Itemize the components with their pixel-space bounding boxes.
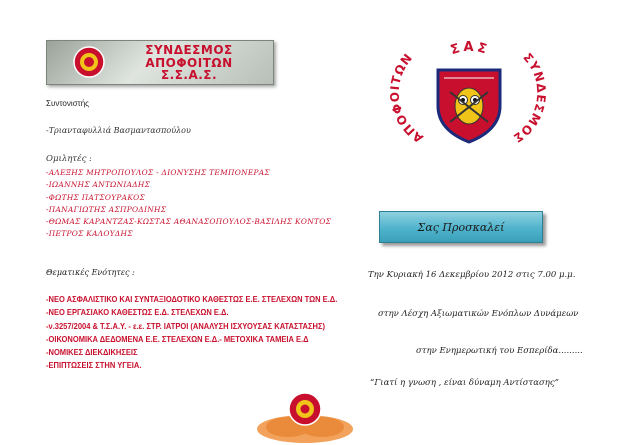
topic-item: -ΝΕΟ ΕΡΓΑΣΙΑΚΟ ΚΑΘΕΣΤΩΣ Ε.Δ. ΣΤΕΛΕΧΩΝ Ε.Δ. — [46, 308, 229, 318]
speaker-item: -ΠΑΝΑΓΙΩΤΗΣ ΑΣΠΡΟΔΙΝΗΣ — [46, 204, 167, 214]
svg-text:ΣΥΝΔΕΣΜΟΣ — [510, 50, 548, 145]
speakers-list — [46, 167, 366, 241]
topic-item: -ΕΠΙΠΤΩΣΕΙΣ ΣΤΗΝ ΥΓΕΙΑ. — [46, 361, 142, 371]
event-date: Την Κυριακή 16 Δεκεμβρίου 2012 στις 7.00 μ.μ. — [368, 270, 576, 280]
speaker-item: -ΦΩΤΗΣ ΠΑΤΣΟΥΡΑΚΟΣ — [46, 192, 146, 202]
topics-label: Θεματικές Ενότητες : — [46, 268, 135, 277]
topics-list — [46, 293, 376, 373]
topic-item: -ΟΙΚΟΝΟΜΙΚΑ ΔΕΔΟΜΕΝΑ Ε.Ε. ΣΤΕΛΕΧΩΝ Ε.Δ.- ΜΕΤΟΧΙΚΑ ΤΑΜΕΙΑ Ε.Δ — [46, 334, 309, 344]
association-emblem-icon — [73, 46, 105, 78]
speaker-item: -ΠΕΤΡΟΣ ΚΑΛΟΥΔΗΣ — [46, 229, 133, 239]
banner-title: ΣΥΝΔΕΣΜΟΣ ΑΠΟΦΟΙΤΩΝ Σ.Σ.Α.Σ. — [145, 43, 233, 82]
coordinator-name: -Τριανταφυλλιά Βασμαντασπούλου — [46, 126, 191, 135]
association-banner — [46, 40, 274, 85]
speakers-label: Ομιλητές : — [46, 154, 92, 164]
seal-top-text: ΣΑΣ — [448, 39, 492, 59]
seal-right-text: ΣΥΝΔΕΣΜΟΣ — [510, 50, 549, 146]
speaker-item: -ΙΩΑΝΝΗΣ ΑΝΤΩΝΙΑΔΗΣ — [46, 180, 151, 190]
association-seal — [368, 22, 568, 152]
hands-emblem-icon — [250, 383, 360, 445]
seal-left-text: ΑΠΟΦΟΙΤΩΝ — [387, 50, 426, 146]
speaker-item: -ΘΩΜΑΣ ΚΑΡΑΝΤΖΑΣ-ΚΩΣΤΑΣ ΑΘΑΝΑΣΟΠΟΥΛΟΣ-ΒΑΣΙΛΗΣ ΚΟΝΤΟΣ — [46, 217, 332, 227]
topic-item: -ΝΕΟ ΑΣΦΑΛΙΣΤΙΚΟ ΚΑΙ ΣΥΝΤΑΞΙΟΔΟΤΙΚΟ ΚΑΘΕΣΤΩΣ Ε.Ε. ΣΤΕΛΕΧΩΝ ΤΩΝ Ε.Δ. — [46, 295, 338, 304]
speaker-item: -ΑΛΕΞΗΣ ΜΗΤΡΟΠΟΥΛΟΣ - ΔΙΟΝΥΣΗΣ ΤΕΜΠΟΝΕΡΑΣ — [46, 168, 270, 177]
svg-text:ΣΑΣ — [449, 40, 491, 58]
coordinator-label: Συντονιστής — [46, 99, 89, 108]
svg-text:ΑΠΟΦΟΙΤΩΝ — [388, 50, 426, 145]
event-type: στην Ενημερωτική του Εσπερίδα......... — [416, 346, 583, 356]
topic-item: -ν.3257/2004 & Τ.Σ.Α.Υ. - ε.ε. ΣΤΡ. ΙΑΤΡΟΙ (ΑΝΑΛΥΣΗ ΙΣΧΥΟΥΣΑΣ ΚΑΤΑΣΤΑΣΗΣ) — [46, 321, 325, 331]
event-quote: “Γιατί η γνωση , είναι δύναμη Αντίστασης” — [370, 378, 559, 388]
topic-item: -ΝΟΜΙΚΕΣ ΔΙΕΚΔΙΚΗΣΕΙΣ — [46, 348, 138, 358]
event-venue: στην Λέσχη Αξιωματικών Ενόπλων Δυνάμεων — [378, 309, 579, 319]
invite-banner: Σας Προσκαλεί — [379, 211, 543, 243]
